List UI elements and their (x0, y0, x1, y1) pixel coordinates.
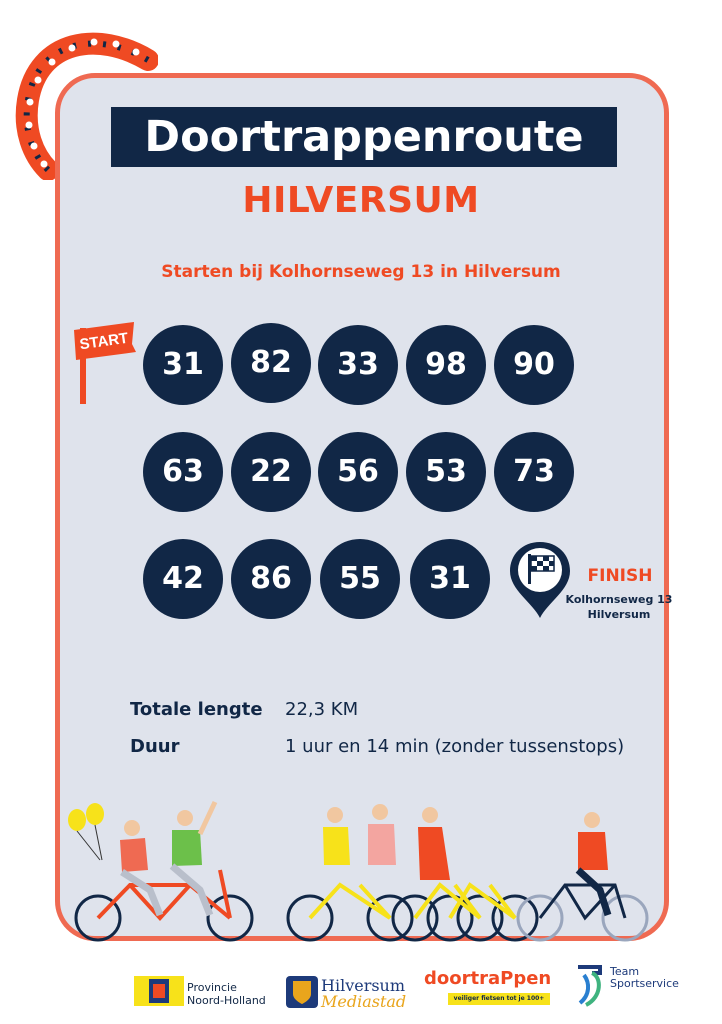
duration-value: 1 uur en 14 min (zonder tussenstops) (285, 736, 625, 757)
riders-tandem-icon (120, 802, 215, 915)
finish-address-street: Kolhornseweg 13 (565, 593, 673, 606)
length-label: Totale lengte (130, 699, 263, 720)
route-node: 56 (318, 432, 398, 512)
route-node: 63 (143, 432, 223, 512)
yellow-bikes-icon (288, 885, 537, 940)
route-node: 53 (406, 432, 486, 512)
rider-right-icon (578, 812, 608, 915)
route-node: 31 (410, 539, 490, 619)
doortrappen-logo-text: doortraPpen (424, 968, 552, 989)
doortrappen-tagline: veiliger fietsen tot je 100+ (448, 993, 550, 1005)
page-title: Doortrappenroute (111, 107, 617, 167)
route-node: 33 (318, 325, 398, 405)
riders-yellow-icon (323, 804, 450, 880)
finish-label: FINISH (587, 566, 653, 586)
route-node: 55 (320, 539, 400, 619)
hilversum-logo-icon (286, 976, 318, 1008)
ts-line2: Sportservice (610, 977, 679, 990)
route-node: 42 (143, 539, 223, 619)
route-node: 31 (143, 325, 223, 405)
ts-line1: Team (610, 965, 640, 978)
hilversum-text: Hilversum (321, 976, 406, 995)
route-node: 98 (406, 325, 486, 405)
noord-holland-text (187, 981, 266, 1007)
duration-label: Duur (130, 736, 180, 757)
noord-holland-logo-icon (134, 976, 184, 1006)
start-flag-label: START (78, 329, 130, 354)
nh-line2: Noord-Holland (187, 994, 266, 1007)
route-node: 73 (494, 432, 574, 512)
length-value: 22,3 KM (285, 699, 359, 720)
city-title: HILVERSUM (242, 180, 480, 221)
route-node: 86 (231, 539, 311, 619)
route-node: 82 (231, 323, 311, 403)
finish-address (560, 592, 678, 622)
balloons-icon (68, 803, 104, 860)
nh-line1: Provincie (187, 981, 237, 994)
finish-address-city: Hilversum (587, 608, 651, 621)
route-node: 22 (231, 432, 311, 512)
route-node: 90 (494, 325, 574, 405)
start-instruction: Starten bij Kolhornseweg 13 in Hilversum (161, 262, 561, 282)
team-sportservice-logo-icon (572, 963, 606, 1011)
mediastad-text: Mediastad (321, 992, 407, 1011)
cyclists-illustration (60, 790, 660, 950)
team-sportservice-text (610, 966, 679, 990)
tandem-bike-icon (76, 870, 252, 940)
start-flag-icon (72, 322, 138, 406)
